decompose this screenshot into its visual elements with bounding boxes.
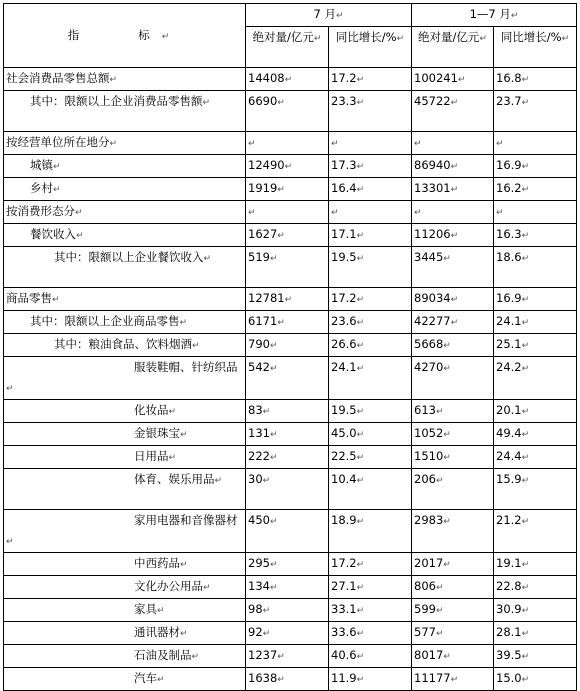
cell-g2: 22.8↵ [494,576,577,599]
row-label: 社会消费品零售总额↵ [4,68,246,91]
cell-v1: 790↵ [246,334,329,357]
cell-g2: 16.8↵ [494,68,577,91]
cell-g2: 39.5↵ [494,645,577,668]
row-label: 体育、娱乐用品↵ [4,469,246,510]
cell-g1: 27.1↵ [329,576,412,599]
cell-v1: 131↵ [246,423,329,446]
cell-g1: 19.5↵ [329,247,412,288]
table-row [4,400,577,423]
cell-v1: 222↵ [246,446,329,469]
header-abs-july: 绝对量/亿元↵ [246,27,329,68]
cell-v2: 45722↵ [412,91,494,132]
cell-v2: 11177↵ [412,668,494,691]
table-row [4,469,577,510]
cell-v1: ↵ [246,201,329,224]
table-row [4,334,577,357]
row-label: 其中：粮油食品、饮料烟酒↵ [4,334,246,357]
row-label: 其中：限额以上企业消费品零售额↵ [4,91,246,132]
cell-v2: 86940↵ [412,155,494,178]
cell-v2: 42277↵ [412,311,494,334]
cell-g1: 22.5↵ [329,446,412,469]
row-label: 中西药品↵ [4,553,246,576]
cell-v1: 519↵ [246,247,329,288]
table-row [4,201,577,224]
cell-g2: ↵ [494,132,577,155]
table-row [4,91,577,132]
cell-v2: 100241↵ [412,68,494,91]
table-row [4,247,577,288]
cell-v2: 8017↵ [412,645,494,668]
cell-g1: 45.0↵ [329,423,412,446]
row-label: 其中：限额以上企业餐饮收入↵ [4,247,246,288]
cell-v1: 6690↵ [246,91,329,132]
table-row [4,132,577,155]
table-row [4,357,577,400]
table-row [4,288,577,311]
cell-v2: 1510↵ [412,446,494,469]
cell-g1: 23.3↵ [329,91,412,132]
cell-v2: 206↵ [412,469,494,510]
cell-g1: 17.2↵ [329,553,412,576]
cell-g1: 17.3↵ [329,155,412,178]
cell-g2: 16.2↵ [494,178,577,201]
cell-g2: 28.1↵ [494,622,577,645]
cell-g2: 19.1↵ [494,553,577,576]
cell-g1: 33.1↵ [329,599,412,622]
cell-g2: 23.7↵ [494,91,577,132]
cell-g2: 15.9↵ [494,469,577,510]
cell-v1: 1919↵ [246,178,329,201]
cell-g1: 10.4↵ [329,469,412,510]
cell-g1: ↵ [329,132,412,155]
cell-v2: 13301↵ [412,178,494,201]
cell-g1: 18.9↵ [329,510,412,553]
cell-v1: ↵ [246,132,329,155]
row-label: 通讯器材↵ [4,622,246,645]
row-label: 餐饮收入↵ [4,224,246,247]
cell-v2: 577↵ [412,622,494,645]
cell-v1: 1638↵ [246,668,329,691]
table-row [4,155,577,178]
header-period-july: 7 月↵ [246,4,412,27]
cell-v1: 1627↵ [246,224,329,247]
table-row [4,668,577,691]
cell-v1: 450↵ [246,510,329,553]
cell-g2: 16.9↵ [494,155,577,178]
cell-v2: 89034↵ [412,288,494,311]
header-period-jan-jul: 1—7 月↵ [412,4,577,27]
cell-v2: 2017↵ [412,553,494,576]
cell-g2: ↵ [494,201,577,224]
cell-v2: 2983↵ [412,510,494,553]
row-label: 文化办公用品↵ [4,576,246,599]
cell-g2: 49.4↵ [494,423,577,446]
table-row [4,576,577,599]
table-row [4,178,577,201]
cell-g1: 33.6↵ [329,622,412,645]
cell-v2: ↵ [412,132,494,155]
cell-v2: 4270↵ [412,357,494,400]
table-row [4,599,577,622]
cell-g1: 11.9↵ [329,668,412,691]
header-yoy-july: 同比增长/%↵ [329,27,412,68]
table-row [4,645,577,668]
cell-g2: 24.4↵ [494,446,577,469]
cell-v1: 98↵ [246,599,329,622]
cell-v1: 6171↵ [246,311,329,334]
cell-g1: 17.1↵ [329,224,412,247]
row-label: 按消费形态分↵ [4,201,246,224]
cell-g1: 19.5↵ [329,400,412,423]
cell-g2: 16.9↵ [494,288,577,311]
table-row [4,553,577,576]
cell-v2: 1052↵ [412,423,494,446]
cell-v1: 83↵ [246,400,329,423]
header-indicator: 指 标↵ [4,4,246,68]
cell-v2: 3445↵ [412,247,494,288]
cell-g1: 26.6↵ [329,334,412,357]
cell-v2: 11206↵ [412,224,494,247]
cell-g2: 18.6↵ [494,247,577,288]
cell-g2: 24.2↵ [494,357,577,400]
row-label: 城镇↵ [4,155,246,178]
row-label: 化妆品↵ [4,400,246,423]
cell-g1: 17.2↵ [329,68,412,91]
cell-g2: 25.1↵ [494,334,577,357]
cell-v1: 12781↵ [246,288,329,311]
cell-g2: 16.3↵ [494,224,577,247]
cell-g1: 23.6↵ [329,311,412,334]
table-row [4,68,577,91]
cell-v1: 92↵ [246,622,329,645]
row-label: 日用品↵ [4,446,246,469]
retail-sales-table [3,3,577,691]
cell-g2: 30.9↵ [494,599,577,622]
cell-v1: 12490↵ [246,155,329,178]
cell-g1: 40.6↵ [329,645,412,668]
row-label: 按经营单位所在地分↵ [4,132,246,155]
cell-v2: 5668↵ [412,334,494,357]
table-row [4,446,577,469]
cell-g1: 16.4↵ [329,178,412,201]
row-label: 商品零售↵ [4,288,246,311]
cell-v2: ↵ [412,201,494,224]
cell-g2: 24.1↵ [494,311,577,334]
cell-v1: 542↵ [246,357,329,400]
cell-v1: 30↵ [246,469,329,510]
cell-g2: 15.0↵ [494,668,577,691]
row-label: 其中：限额以上企业商品零售↵ [4,311,246,334]
row-label: 金银珠宝↵ [4,423,246,446]
row-label: 家具↵ [4,599,246,622]
row-label: 家用电器和音像器材↵ [4,510,246,553]
cell-v1: 295↵ [246,553,329,576]
cell-g1: 24.1↵ [329,357,412,400]
row-label: 服装鞋帽、针纺织品↵ [4,357,246,400]
cell-g2: 21.2↵ [494,510,577,553]
cell-g1: ↵ [329,201,412,224]
cell-g1: 17.2↵ [329,288,412,311]
cell-g2: 20.1↵ [494,400,577,423]
header-yoy-jan-jul: 同比增长/%↵ [494,27,577,68]
cell-v2: 599↵ [412,599,494,622]
cell-v1: 134↵ [246,576,329,599]
row-label: 汽车↵ [4,668,246,691]
table-row [4,224,577,247]
cell-v1: 1237↵ [246,645,329,668]
row-label: 乡村↵ [4,178,246,201]
table-row [4,423,577,446]
cell-v2: 806↵ [412,576,494,599]
table-row [4,510,577,553]
table-row [4,311,577,334]
table-row [4,622,577,645]
table-body [4,68,577,691]
cell-v1: 14408↵ [246,68,329,91]
row-label: 石油及制品↵ [4,645,246,668]
header-abs-jan-jul: 绝对量/亿元↵ [412,27,494,68]
cell-v2: 613↵ [412,400,494,423]
